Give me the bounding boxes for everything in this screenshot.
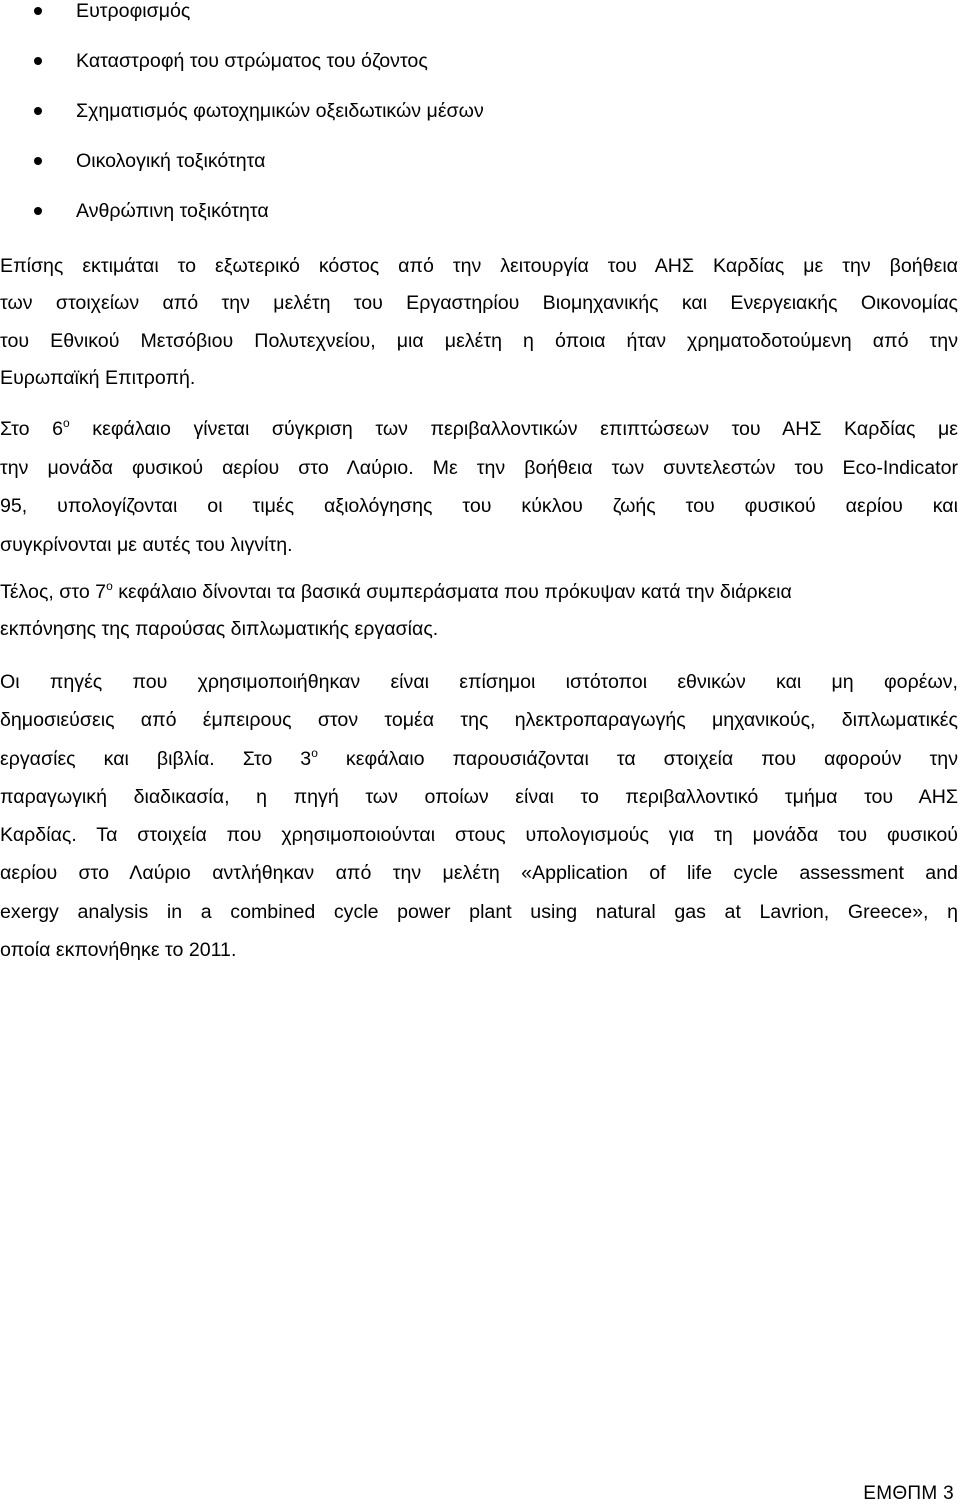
bullet-icon [34, 57, 42, 65]
list-item [0, 139, 960, 189]
line-text: κεφάλαιο γίνεται σύγκριση των περιβαλλοντικών επιπτώσεων του ΑΗΣ Καρδίας με [69, 418, 958, 440]
paragraph-line: δημοσιεύσεις από έμπειρους στον τομέα της ηλεκτροπαραγωγής μηχανικούς, διπλωματικές [0, 709, 958, 732]
list-item-text: Οικολογική τοξικότητα [76, 150, 266, 172]
paragraph-line: του Εθνικού Μετσόβιου Πολυτεχνείου, μια μελέτη η όποια ήταν χρηματοδοτούμενη από την [0, 329, 958, 352]
list-item [0, 89, 960, 139]
paragraph-line: Επίσης εκτιμάται το εξωτερικό κόστος από την λειτουργία του ΑΗΣ Καρδίας με την βοήθεια [0, 255, 958, 277]
paragraph-line: των στοιχείων από την μελέτη του Εργαστηρίου Βιομηχανικής και Ενεργειακής Οικονομίας [0, 292, 958, 315]
paragraph-line: Ευρωπαϊκή Επιτροπή. [0, 366, 196, 389]
line-text: εργασίες και βιβλία. Στο 3 [0, 747, 312, 770]
list-item-text: Ανθρώπινη τοξικότητα [76, 200, 269, 222]
list-item [0, 0, 960, 39]
line-text: Τέλος, στο 7 [0, 581, 107, 603]
page-footer: ΕΜΘΠΜ 3 [863, 1483, 954, 1504]
paragraph-sources [0, 663, 958, 969]
list-item [0, 39, 960, 89]
line-text: κεφάλαιο παρουσιάζονται τα στοιχεία που αφορούν την [317, 747, 959, 770]
paragraph-line: εκπόνησης της παρούσας διπλωματικής εργασίας. [0, 618, 439, 640]
paragraph-line: την μονάδα φυσικού αερίου στο Λαύριο. Με την βοήθεια των συντελεστών του Eco-Indicator [0, 456, 958, 479]
paragraph-external-cost [0, 248, 958, 397]
paragraph-line [0, 410, 958, 449]
superscript: ο [106, 579, 113, 593]
list-item-text: Σχηματισμός φωτοχημικών οξειδωτικών μέσων [76, 100, 484, 122]
paragraph-line: exergy analysis in a combined cycle power plant using natural gas at Lavrion, Greece», η [0, 900, 958, 923]
line-text: Στο 6 [0, 418, 64, 440]
paragraph-line: αερίου στο Λαύριο αντλήθηκαν από την μελέτη «Application of life cycle assessment and [0, 862, 958, 885]
line-text: κεφάλαιο δίνονται τα βασικά συμπεράσματα που πρόκυψαν κατά την διάρκεια [112, 581, 792, 603]
paragraph-line: οποία εκπονήθηκε το 2011. [0, 939, 237, 962]
bullet-icon [34, 7, 42, 15]
paragraph-line: Καρδίας. Τα στοιχεία που χρησιμοποιούνται στους υπολογισμούς για τη μονάδα του φυσικού [0, 824, 958, 847]
superscript: ο [63, 416, 70, 430]
paragraph-line: 95, υπολογίζονται οι τιμές αξιολόγησης του κύκλου ζωής του φυσικού αερίου και [0, 495, 958, 517]
list-item-text: Καταστροφή του στρώματος του όζοντος [76, 50, 428, 72]
list-item [0, 189, 960, 239]
paragraph-line [0, 574, 958, 611]
bullet-icon [34, 157, 42, 165]
paragraph-line [0, 740, 958, 778]
superscript: ο [311, 745, 318, 760]
list-item-text: Ευτροφισμός [76, 0, 191, 22]
impact-category-list [0, 0, 960, 239]
paragraph-line: συγκρίνονται με αυτές του λιγνίτη. [0, 533, 293, 556]
paragraph-line: παραγωγική διαδικασία, η πηγή των οποίων είναι το περιβαλλοντικό τμήμα του ΑΗΣ [0, 785, 958, 808]
bullet-icon [34, 207, 42, 215]
paragraph-chapter-7 [0, 574, 958, 648]
bullet-icon [34, 107, 42, 115]
paragraph-chapter-6 [0, 410, 958, 564]
paragraph-line: Οι πηγές που χρησιμοποιήθηκαν είναι επίσημοι ιστότοποι εθνικών και μη φορέων, [0, 671, 958, 693]
